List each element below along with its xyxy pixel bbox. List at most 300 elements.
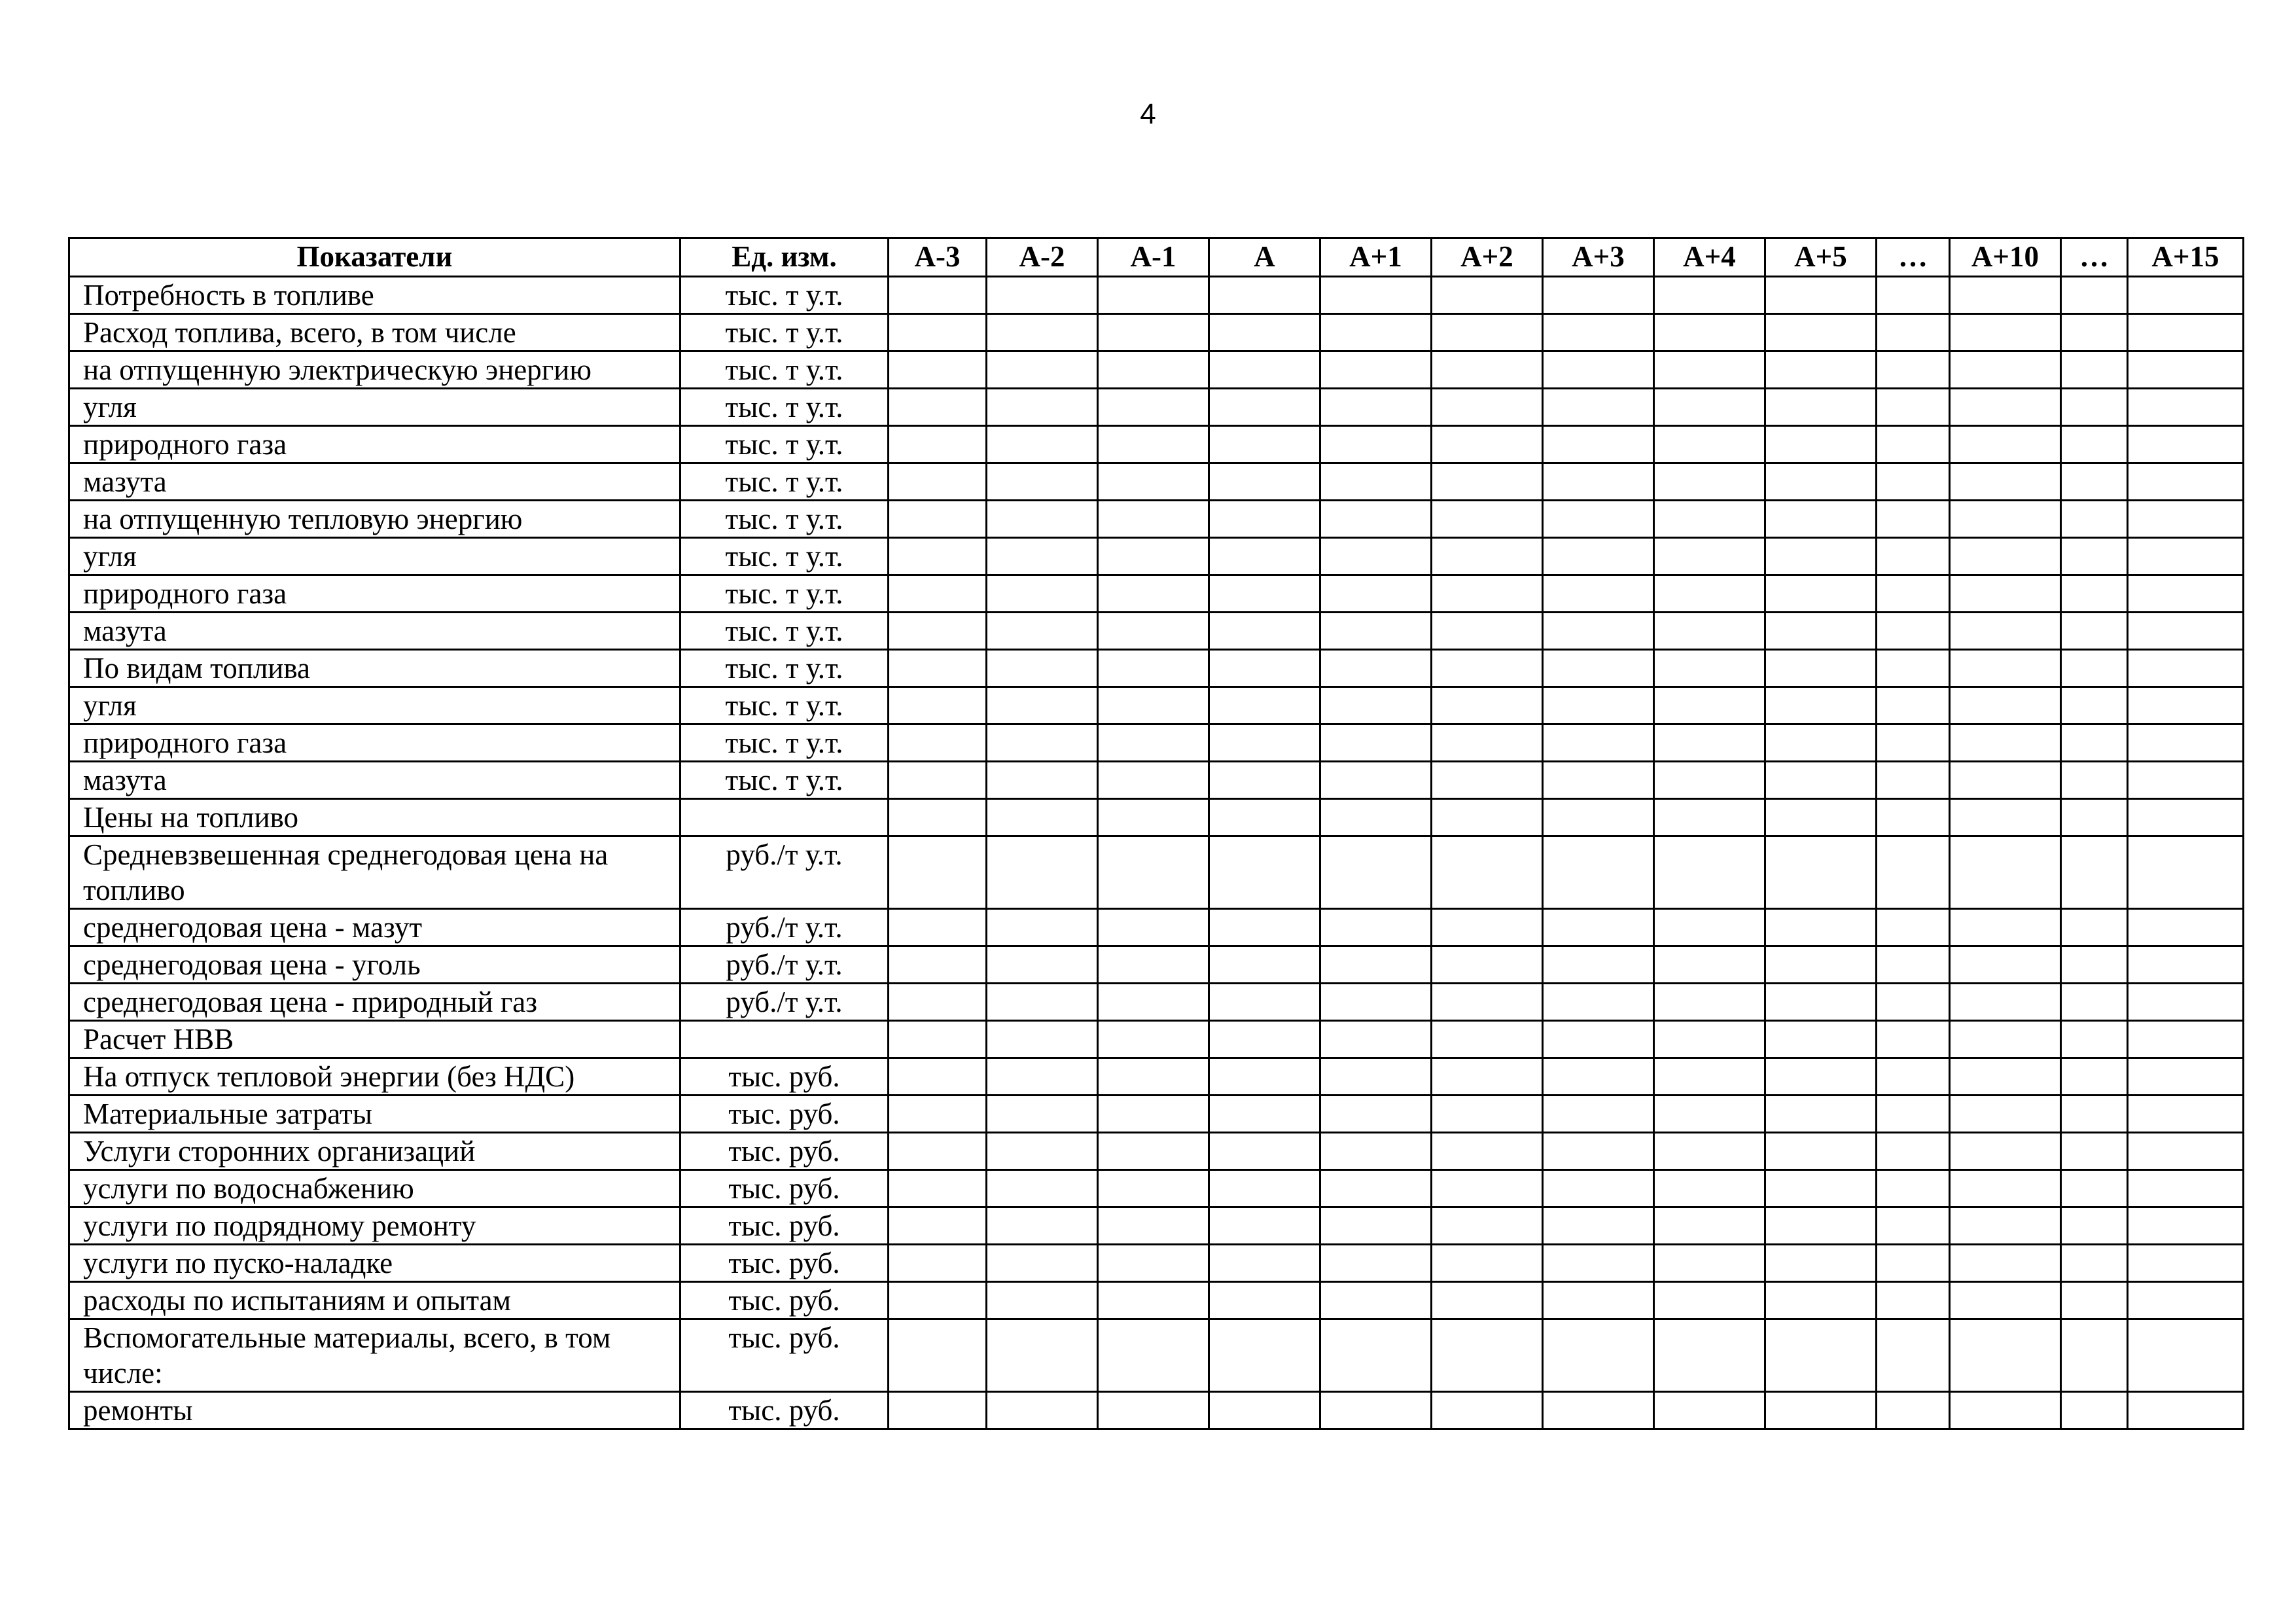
value-cell bbox=[1209, 946, 1320, 984]
table-row bbox=[69, 314, 2244, 351]
value-cell bbox=[987, 1170, 1098, 1207]
value-cell bbox=[1098, 836, 1209, 909]
row-unit: тыс. руб. bbox=[680, 1133, 889, 1170]
row-unit: тыс. т у.т. bbox=[680, 389, 889, 426]
value-cell bbox=[987, 1058, 1098, 1096]
value-cell bbox=[987, 687, 1098, 724]
value-cell bbox=[1950, 1133, 2061, 1170]
row-label: на отпущенную тепловую энергию bbox=[69, 501, 680, 538]
header-cell: А+1 bbox=[1320, 238, 1432, 277]
value-cell bbox=[889, 1319, 987, 1392]
value-cell bbox=[2061, 1319, 2128, 1392]
value-cell bbox=[1877, 836, 1950, 909]
value-cell bbox=[889, 687, 987, 724]
value-cell bbox=[1543, 909, 1654, 946]
value-cell bbox=[889, 1170, 987, 1207]
value-cell bbox=[1432, 724, 1543, 762]
header-cell: А-1 bbox=[1098, 238, 1209, 277]
value-cell bbox=[1209, 1245, 1320, 1282]
row-unit: тыс. т у.т. bbox=[680, 650, 889, 687]
value-cell bbox=[889, 538, 987, 575]
row-unit: тыс. т у.т. bbox=[680, 501, 889, 538]
value-cell bbox=[2128, 1207, 2244, 1245]
value-cell bbox=[1654, 575, 1765, 613]
value-cell bbox=[889, 909, 987, 946]
value-cell bbox=[1543, 314, 1654, 351]
value-cell bbox=[1209, 314, 1320, 351]
value-cell bbox=[1432, 1245, 1543, 1282]
value-cell bbox=[1654, 984, 1765, 1021]
value-cell bbox=[2128, 946, 2244, 984]
value-cell bbox=[2128, 1096, 2244, 1133]
value-cell bbox=[1098, 1392, 1209, 1429]
value-cell bbox=[1432, 1282, 1543, 1319]
value-cell bbox=[2061, 538, 2128, 575]
value-cell bbox=[1209, 1058, 1320, 1096]
value-cell bbox=[2128, 277, 2244, 314]
value-cell bbox=[1543, 836, 1654, 909]
value-cell bbox=[889, 1058, 987, 1096]
row-label: угля bbox=[69, 389, 680, 426]
value-cell bbox=[889, 946, 987, 984]
value-cell bbox=[1209, 1021, 1320, 1058]
row-label: угля bbox=[69, 687, 680, 724]
value-cell bbox=[1877, 463, 1950, 501]
value-cell bbox=[2061, 799, 2128, 836]
value-cell bbox=[1877, 762, 1950, 799]
value-cell bbox=[2061, 1058, 2128, 1096]
value-cell bbox=[1209, 724, 1320, 762]
value-cell bbox=[1654, 909, 1765, 946]
value-cell bbox=[1209, 799, 1320, 836]
row-label: природного газа bbox=[69, 426, 680, 463]
value-cell bbox=[889, 575, 987, 613]
row-unit: тыс. т у.т. bbox=[680, 463, 889, 501]
value-cell bbox=[987, 650, 1098, 687]
value-cell bbox=[1654, 277, 1765, 314]
value-cell bbox=[1209, 1392, 1320, 1429]
value-cell bbox=[1765, 836, 1877, 909]
value-cell bbox=[1765, 314, 1877, 351]
value-cell bbox=[1765, 1133, 1877, 1170]
value-cell bbox=[1320, 1096, 1432, 1133]
value-cell bbox=[1654, 836, 1765, 909]
value-cell bbox=[1950, 613, 2061, 650]
value-cell bbox=[1654, 1245, 1765, 1282]
value-cell bbox=[1654, 538, 1765, 575]
value-cell bbox=[1432, 277, 1543, 314]
value-cell bbox=[1209, 984, 1320, 1021]
value-cell bbox=[1543, 389, 1654, 426]
value-cell bbox=[1432, 650, 1543, 687]
row-unit: тыс. т у.т. bbox=[680, 426, 889, 463]
value-cell bbox=[1877, 1392, 1950, 1429]
value-cell bbox=[987, 463, 1098, 501]
value-cell bbox=[2128, 351, 2244, 389]
value-cell bbox=[1432, 836, 1543, 909]
value-cell bbox=[1098, 1058, 1209, 1096]
row-unit: тыс. руб. bbox=[680, 1282, 889, 1319]
row-unit bbox=[680, 799, 889, 836]
value-cell bbox=[889, 613, 987, 650]
value-cell bbox=[1098, 538, 1209, 575]
value-cell bbox=[2128, 724, 2244, 762]
value-cell bbox=[987, 1282, 1098, 1319]
row-unit: тыс. т у.т. bbox=[680, 277, 889, 314]
header-cell: … bbox=[2061, 238, 2128, 277]
value-cell bbox=[987, 984, 1098, 1021]
value-cell bbox=[1950, 538, 2061, 575]
value-cell bbox=[1320, 687, 1432, 724]
value-cell bbox=[1543, 277, 1654, 314]
value-cell bbox=[1765, 946, 1877, 984]
value-cell bbox=[1950, 314, 2061, 351]
value-cell bbox=[987, 1021, 1098, 1058]
value-cell bbox=[1877, 1170, 1950, 1207]
value-cell bbox=[1950, 575, 2061, 613]
value-cell bbox=[1209, 501, 1320, 538]
value-cell bbox=[1877, 1058, 1950, 1096]
value-cell bbox=[1320, 1245, 1432, 1282]
value-cell bbox=[1654, 1392, 1765, 1429]
value-cell bbox=[2128, 575, 2244, 613]
value-cell bbox=[1950, 1096, 2061, 1133]
value-cell bbox=[987, 575, 1098, 613]
value-cell bbox=[1654, 1282, 1765, 1319]
value-cell bbox=[1765, 351, 1877, 389]
header-cell: А+2 bbox=[1432, 238, 1543, 277]
value-cell bbox=[2128, 389, 2244, 426]
value-cell bbox=[1432, 314, 1543, 351]
value-cell bbox=[1320, 351, 1432, 389]
value-cell bbox=[1654, 724, 1765, 762]
value-cell bbox=[1950, 1207, 2061, 1245]
value-cell bbox=[1765, 463, 1877, 501]
value-cell bbox=[1209, 1096, 1320, 1133]
value-cell bbox=[1654, 650, 1765, 687]
value-cell bbox=[1950, 799, 2061, 836]
value-cell bbox=[1098, 762, 1209, 799]
value-cell bbox=[1209, 351, 1320, 389]
table-row bbox=[69, 351, 2244, 389]
row-unit: руб./т у.т. bbox=[680, 984, 889, 1021]
value-cell bbox=[1098, 389, 1209, 426]
value-cell bbox=[1432, 1207, 1543, 1245]
row-unit: тыс. т у.т. bbox=[680, 575, 889, 613]
value-cell bbox=[2128, 1319, 2244, 1392]
value-cell bbox=[1765, 501, 1877, 538]
value-cell bbox=[2061, 1282, 2128, 1319]
value-cell bbox=[1877, 351, 1950, 389]
value-cell bbox=[1098, 724, 1209, 762]
row-label: По видам топлива bbox=[69, 650, 680, 687]
value-cell bbox=[1950, 1021, 2061, 1058]
row-unit bbox=[680, 1021, 889, 1058]
value-cell bbox=[1765, 687, 1877, 724]
value-cell bbox=[1098, 351, 1209, 389]
table-row bbox=[69, 389, 2244, 426]
value-cell bbox=[1098, 1282, 1209, 1319]
value-cell bbox=[1950, 909, 2061, 946]
table-row bbox=[69, 1021, 2244, 1058]
value-cell bbox=[889, 984, 987, 1021]
value-cell bbox=[1320, 1133, 1432, 1170]
value-cell bbox=[1098, 277, 1209, 314]
value-cell bbox=[1320, 613, 1432, 650]
row-label: Материальные затраты bbox=[69, 1096, 680, 1133]
value-cell bbox=[1765, 1170, 1877, 1207]
value-cell bbox=[1432, 463, 1543, 501]
value-cell bbox=[1950, 762, 2061, 799]
value-cell bbox=[1654, 1058, 1765, 1096]
value-cell bbox=[1432, 1021, 1543, 1058]
value-cell bbox=[1209, 463, 1320, 501]
value-cell bbox=[1320, 1319, 1432, 1392]
value-cell bbox=[987, 1245, 1098, 1282]
table-row bbox=[69, 463, 2244, 501]
table-row bbox=[69, 650, 2244, 687]
value-cell bbox=[889, 799, 987, 836]
value-cell bbox=[889, 1245, 987, 1282]
value-cell bbox=[1877, 650, 1950, 687]
value-cell bbox=[1432, 1096, 1543, 1133]
value-cell bbox=[1950, 389, 2061, 426]
value-cell bbox=[1432, 984, 1543, 1021]
value-cell bbox=[1765, 909, 1877, 946]
value-cell bbox=[1950, 1392, 2061, 1429]
value-cell bbox=[1098, 463, 1209, 501]
value-cell bbox=[1432, 389, 1543, 426]
value-cell bbox=[1098, 613, 1209, 650]
value-cell bbox=[2061, 1096, 2128, 1133]
value-cell bbox=[987, 389, 1098, 426]
value-cell bbox=[987, 501, 1098, 538]
value-cell bbox=[1877, 314, 1950, 351]
value-cell bbox=[1320, 762, 1432, 799]
value-cell bbox=[1320, 314, 1432, 351]
value-cell bbox=[1950, 1245, 2061, 1282]
table-row bbox=[69, 1170, 2244, 1207]
table-row bbox=[69, 501, 2244, 538]
value-cell bbox=[2061, 762, 2128, 799]
value-cell bbox=[1543, 1021, 1654, 1058]
value-cell bbox=[1320, 1058, 1432, 1096]
header-cell: А+3 bbox=[1543, 238, 1654, 277]
value-cell bbox=[1543, 501, 1654, 538]
value-cell bbox=[1543, 1207, 1654, 1245]
value-cell bbox=[2061, 909, 2128, 946]
row-unit: руб./т у.т. bbox=[680, 909, 889, 946]
value-cell bbox=[1877, 426, 1950, 463]
value-cell bbox=[1765, 538, 1877, 575]
value-cell bbox=[1765, 762, 1877, 799]
value-cell bbox=[1432, 501, 1543, 538]
value-cell bbox=[1950, 984, 2061, 1021]
table-row bbox=[69, 724, 2244, 762]
value-cell bbox=[1877, 799, 1950, 836]
value-cell bbox=[1320, 909, 1432, 946]
value-cell bbox=[1209, 1207, 1320, 1245]
table-header-row bbox=[69, 238, 2244, 277]
row-label: услуги по подрядному ремонту bbox=[69, 1207, 680, 1245]
value-cell bbox=[1950, 463, 2061, 501]
row-label: Расход топлива, всего, в том числе bbox=[69, 314, 680, 351]
value-cell bbox=[1543, 613, 1654, 650]
value-cell bbox=[2128, 836, 2244, 909]
table-row bbox=[69, 909, 2244, 946]
row-unit: тыс. т у.т. bbox=[680, 687, 889, 724]
value-cell bbox=[1209, 1133, 1320, 1170]
value-cell bbox=[1432, 575, 1543, 613]
value-cell bbox=[1320, 799, 1432, 836]
value-cell bbox=[889, 463, 987, 501]
value-cell bbox=[889, 1133, 987, 1170]
table-row bbox=[69, 1392, 2244, 1429]
value-cell bbox=[1543, 1058, 1654, 1096]
value-cell bbox=[2061, 575, 2128, 613]
value-cell bbox=[2128, 1133, 2244, 1170]
value-cell bbox=[2061, 613, 2128, 650]
row-unit: тыс. руб. bbox=[680, 1319, 889, 1392]
value-cell bbox=[1098, 1170, 1209, 1207]
value-cell bbox=[889, 724, 987, 762]
value-cell bbox=[1654, 1170, 1765, 1207]
value-cell bbox=[1877, 538, 1950, 575]
value-cell bbox=[889, 836, 987, 909]
row-unit: тыс. руб. bbox=[680, 1170, 889, 1207]
value-cell bbox=[987, 1133, 1098, 1170]
value-cell bbox=[2128, 613, 2244, 650]
value-cell bbox=[1432, 351, 1543, 389]
row-label: среднегодовая цена - природный газ bbox=[69, 984, 680, 1021]
value-cell bbox=[1950, 1058, 2061, 1096]
row-label: мазута bbox=[69, 762, 680, 799]
table-row bbox=[69, 277, 2244, 314]
value-cell bbox=[1654, 687, 1765, 724]
row-label: среднегодовая цена - мазут bbox=[69, 909, 680, 946]
value-cell bbox=[2061, 650, 2128, 687]
row-label: угля bbox=[69, 538, 680, 575]
value-cell bbox=[2061, 1392, 2128, 1429]
value-cell bbox=[987, 762, 1098, 799]
value-cell bbox=[1543, 1170, 1654, 1207]
value-cell bbox=[2061, 724, 2128, 762]
value-cell bbox=[1765, 426, 1877, 463]
value-cell bbox=[1432, 1133, 1543, 1170]
value-cell bbox=[1432, 426, 1543, 463]
row-label: Услуги сторонних организаций bbox=[69, 1133, 680, 1170]
value-cell bbox=[1765, 1096, 1877, 1133]
value-cell bbox=[1320, 463, 1432, 501]
value-cell bbox=[1654, 1133, 1765, 1170]
value-cell bbox=[1877, 1133, 1950, 1170]
row-label: природного газа bbox=[69, 724, 680, 762]
table-row bbox=[69, 538, 2244, 575]
value-cell bbox=[987, 909, 1098, 946]
value-cell bbox=[2061, 351, 2128, 389]
value-cell bbox=[2061, 1170, 2128, 1207]
row-label: Расчет НВВ bbox=[69, 1021, 680, 1058]
value-cell bbox=[1654, 762, 1765, 799]
value-cell bbox=[1877, 277, 1950, 314]
value-cell bbox=[1877, 1245, 1950, 1282]
value-cell bbox=[1877, 984, 1950, 1021]
value-cell bbox=[1209, 1170, 1320, 1207]
value-cell bbox=[1950, 277, 2061, 314]
value-cell bbox=[2128, 909, 2244, 946]
value-cell bbox=[1877, 1096, 1950, 1133]
value-cell bbox=[1320, 538, 1432, 575]
table-row bbox=[69, 762, 2244, 799]
value-cell bbox=[2061, 501, 2128, 538]
value-cell bbox=[1654, 351, 1765, 389]
value-cell bbox=[1320, 389, 1432, 426]
value-cell bbox=[1654, 314, 1765, 351]
value-cell bbox=[1654, 1021, 1765, 1058]
value-cell bbox=[1209, 575, 1320, 613]
value-cell bbox=[1098, 909, 1209, 946]
header-cell: А-3 bbox=[889, 238, 987, 277]
value-cell bbox=[1765, 650, 1877, 687]
value-cell bbox=[1950, 501, 2061, 538]
value-cell bbox=[1432, 1392, 1543, 1429]
header-cell: А+5 bbox=[1765, 238, 1877, 277]
row-unit: тыс. т у.т. bbox=[680, 613, 889, 650]
value-cell bbox=[1950, 1170, 2061, 1207]
value-cell bbox=[1543, 1096, 1654, 1133]
value-cell bbox=[1543, 762, 1654, 799]
value-cell bbox=[1209, 909, 1320, 946]
value-cell bbox=[1877, 1207, 1950, 1245]
value-cell bbox=[2128, 1021, 2244, 1058]
value-cell bbox=[1098, 1319, 1209, 1392]
value-cell bbox=[1765, 724, 1877, 762]
row-label: На отпуск тепловой энергии (без НДС) bbox=[69, 1058, 680, 1096]
value-cell bbox=[1543, 426, 1654, 463]
value-cell bbox=[1543, 799, 1654, 836]
row-label: ремонты bbox=[69, 1392, 680, 1429]
value-cell bbox=[2061, 314, 2128, 351]
value-cell bbox=[987, 724, 1098, 762]
table-row bbox=[69, 1245, 2244, 1282]
table-row bbox=[69, 946, 2244, 984]
value-cell bbox=[1320, 946, 1432, 984]
row-label: мазута bbox=[69, 463, 680, 501]
value-cell bbox=[2128, 1058, 2244, 1096]
value-cell bbox=[1543, 1392, 1654, 1429]
value-cell bbox=[1950, 946, 2061, 984]
value-cell bbox=[1432, 538, 1543, 575]
value-cell bbox=[1098, 799, 1209, 836]
value-cell bbox=[1543, 724, 1654, 762]
value-cell bbox=[2128, 799, 2244, 836]
value-cell bbox=[1654, 1207, 1765, 1245]
value-cell bbox=[2128, 463, 2244, 501]
value-cell bbox=[1320, 1392, 1432, 1429]
row-unit: тыс. руб. bbox=[680, 1207, 889, 1245]
row-label: Вспомогательные материалы, всего, в том числе: bbox=[69, 1319, 680, 1392]
row-label: Средневзвешенная среднегодовая цена на топливо bbox=[69, 836, 680, 909]
value-cell bbox=[2061, 277, 2128, 314]
value-cell bbox=[1765, 1207, 1877, 1245]
row-label: расходы по испытаниям и опытам bbox=[69, 1282, 680, 1319]
value-cell bbox=[1765, 1245, 1877, 1282]
value-cell bbox=[1765, 1319, 1877, 1392]
row-label: Цены на топливо bbox=[69, 799, 680, 836]
value-cell bbox=[1950, 351, 2061, 389]
value-cell bbox=[1654, 389, 1765, 426]
value-cell bbox=[1543, 538, 1654, 575]
